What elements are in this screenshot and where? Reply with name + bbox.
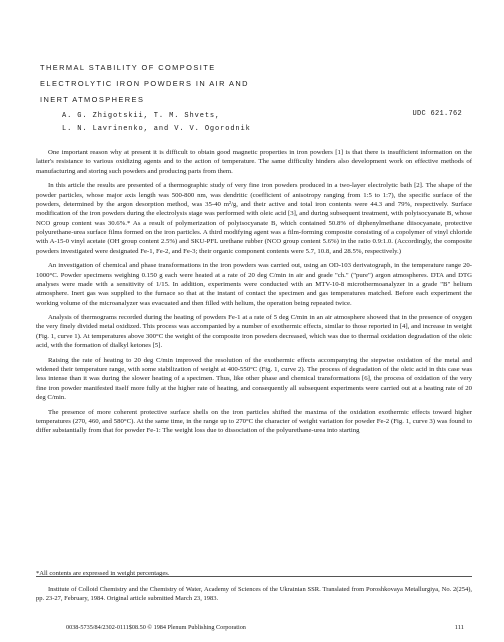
journal-code: 0038-5735/84/2302-0111$08.50 © 1984 Plenum Publishing Corporation (66, 624, 246, 631)
article-title (40, 60, 249, 108)
body-paragraph: The presence of more coherent protective surface shells on the iron particles shifted the maxima of the oxidation exothermic effects toward higher temperatures (270, 460, and 580°C). At the same time, in the range up to 270°C the character of weight variation for powder Fe-2 (Fig. 1, curve 3) was found to differ substantially from that for powder Fe-1: The weight loss due to dissociation of the polyurethane-urea into starting (36, 408, 472, 435)
affiliation-text: Institute of Colloid Chemistry and the Chemistry of Water, Academy of Sciences of the Ukrainian SSR. Translated from Poroshkovaya Metallurgiya, No. 2(254), pp. 23-27, February, 1984. Original article submitted March 23, 1983. (36, 586, 472, 602)
title-line: THERMAL STABILITY OF COMPOSITE (40, 63, 216, 72)
affiliation-block (36, 586, 472, 603)
title-line: INERT ATMOSPHERES (40, 95, 145, 104)
udc-code: UDC 621.762 (412, 110, 462, 118)
footnote: *All contents are expressed in weight percentages. (36, 570, 170, 577)
page-number: 111 (454, 624, 464, 631)
title-line: ELECTROLYTIC IRON POWDERS IN AIR AND (40, 79, 249, 88)
author-line: L. N. Lavrinenko, and V. V. Ogorodnik (62, 124, 251, 133)
body-paragraph: In this article the results are presented of a thermographic study of very fine iron powders produced in a two-layer electrolytic bath [2]. The shape of the powder particles, whose major axis length was 500-800 nm, was dendritic (coefficient of anisotropy ranging from 1:5 to 1:7), the specific surface of the powders, determined by the argon desorption method, was 35-40 m²/g, and their active and total iron contents were 44.3 and 79%, respectively. Surface modification of the iron powders during the electrolysis stage was performed with oleic acid [3], and during subsequent treatment, with polyisocyanate B, whose NCO group content was 30.6%.* As a result of polymerization of polyisocyanate B, which contained 50.8% of diphenylmethane diisocyanate, protective polyurethane-urea surface films formed on the iron particles. A third modifying agent was a film-forming composite consisting of a copolymer of vinyl chloride with A-15-0 vinyl acetate (OH group content 2.5%) and SKU-PFL urethane rubber (NCO group content 5.6%) in the ratio 0.9:1.0. (Accordingly, the composite powders investigated were designated Fe-1, Fe-2, and Fe-3; their organic component contents were 5.7, 10.8, and 28.5%, respectively.) (36, 182, 472, 255)
body-paragraph: An investigation of chemical and phase transformations in the iron powders was carried out, using an OD-103 derivatograph, in the temperature range 20-1000°C. Powder specimens weighing 0.150 g each were heated at a rate of 20 deg C/min in air and grade "ch." ("pure") argon atmospheres. DTA and DTG analyses were made with a sensitivity of 1/15. In addition, experiments were conducted with an MTV-10-8 microthermoanalyzer in a grade "B" helium atmosphere. Inert gas was supplied to the furnace so that at the instant of contact the specimen and gas temperatures matched. Before each experiment the working volume of the microanalyzer was evacuated and then filled with helium, the operation being repeated twice. (36, 262, 472, 307)
body-paragraph: Analysis of thermograms recorded during the heating of powders Fe-1 at a rate of 5 deg C/min in an air atmosphere showed that in the presence of oxygen the very finely divided metal oxidized. This process was accompanied by a number of exothermic effects, similar to those reported in [4], and increase in weight (Fig. 1, curve 1). At temperatures above 300°C the weight of the composite iron powders decreased, which was due to thermal oxidation degradation of the oleic acid, with the formation of dialkyl ketones [5]. (36, 314, 472, 350)
article-body (36, 148, 472, 441)
author-line: A. G. Zhigotskii, T. M. Shvets, (62, 112, 221, 120)
footnote-divider (36, 576, 472, 577)
body-paragraph: One important reason why at present it is difficult to obtain good magnetic properties in iron powders [1] is that there is insufficient information on the latter's resistance to various oxidizing agents and to the action of temperature. The same difficulty hinders also development work on effective methods of manufacturing and storing such powders and producing parts from them. (36, 149, 472, 175)
author-list (62, 110, 251, 135)
body-paragraph: Raising the rate of heating to 20 deg C/min improved the resolution of the exothermic effects accompanying the stepwise oxidation of the metal and widened their temperature range, with some stabilization of weight at 400-550°C (Fig. 1, curve 2). The process of degradation of the oleic acid in this case was less intense than it was during the slower heating of a specimen. Thus, like other phase and chemical transformations [6], the process of oxidation of the very fine iron powder manifested itself more fully at the higher rate of heating, and consequently all subsequent experiments were carried out at a heating rate of 20 deg C/min. (36, 356, 472, 401)
